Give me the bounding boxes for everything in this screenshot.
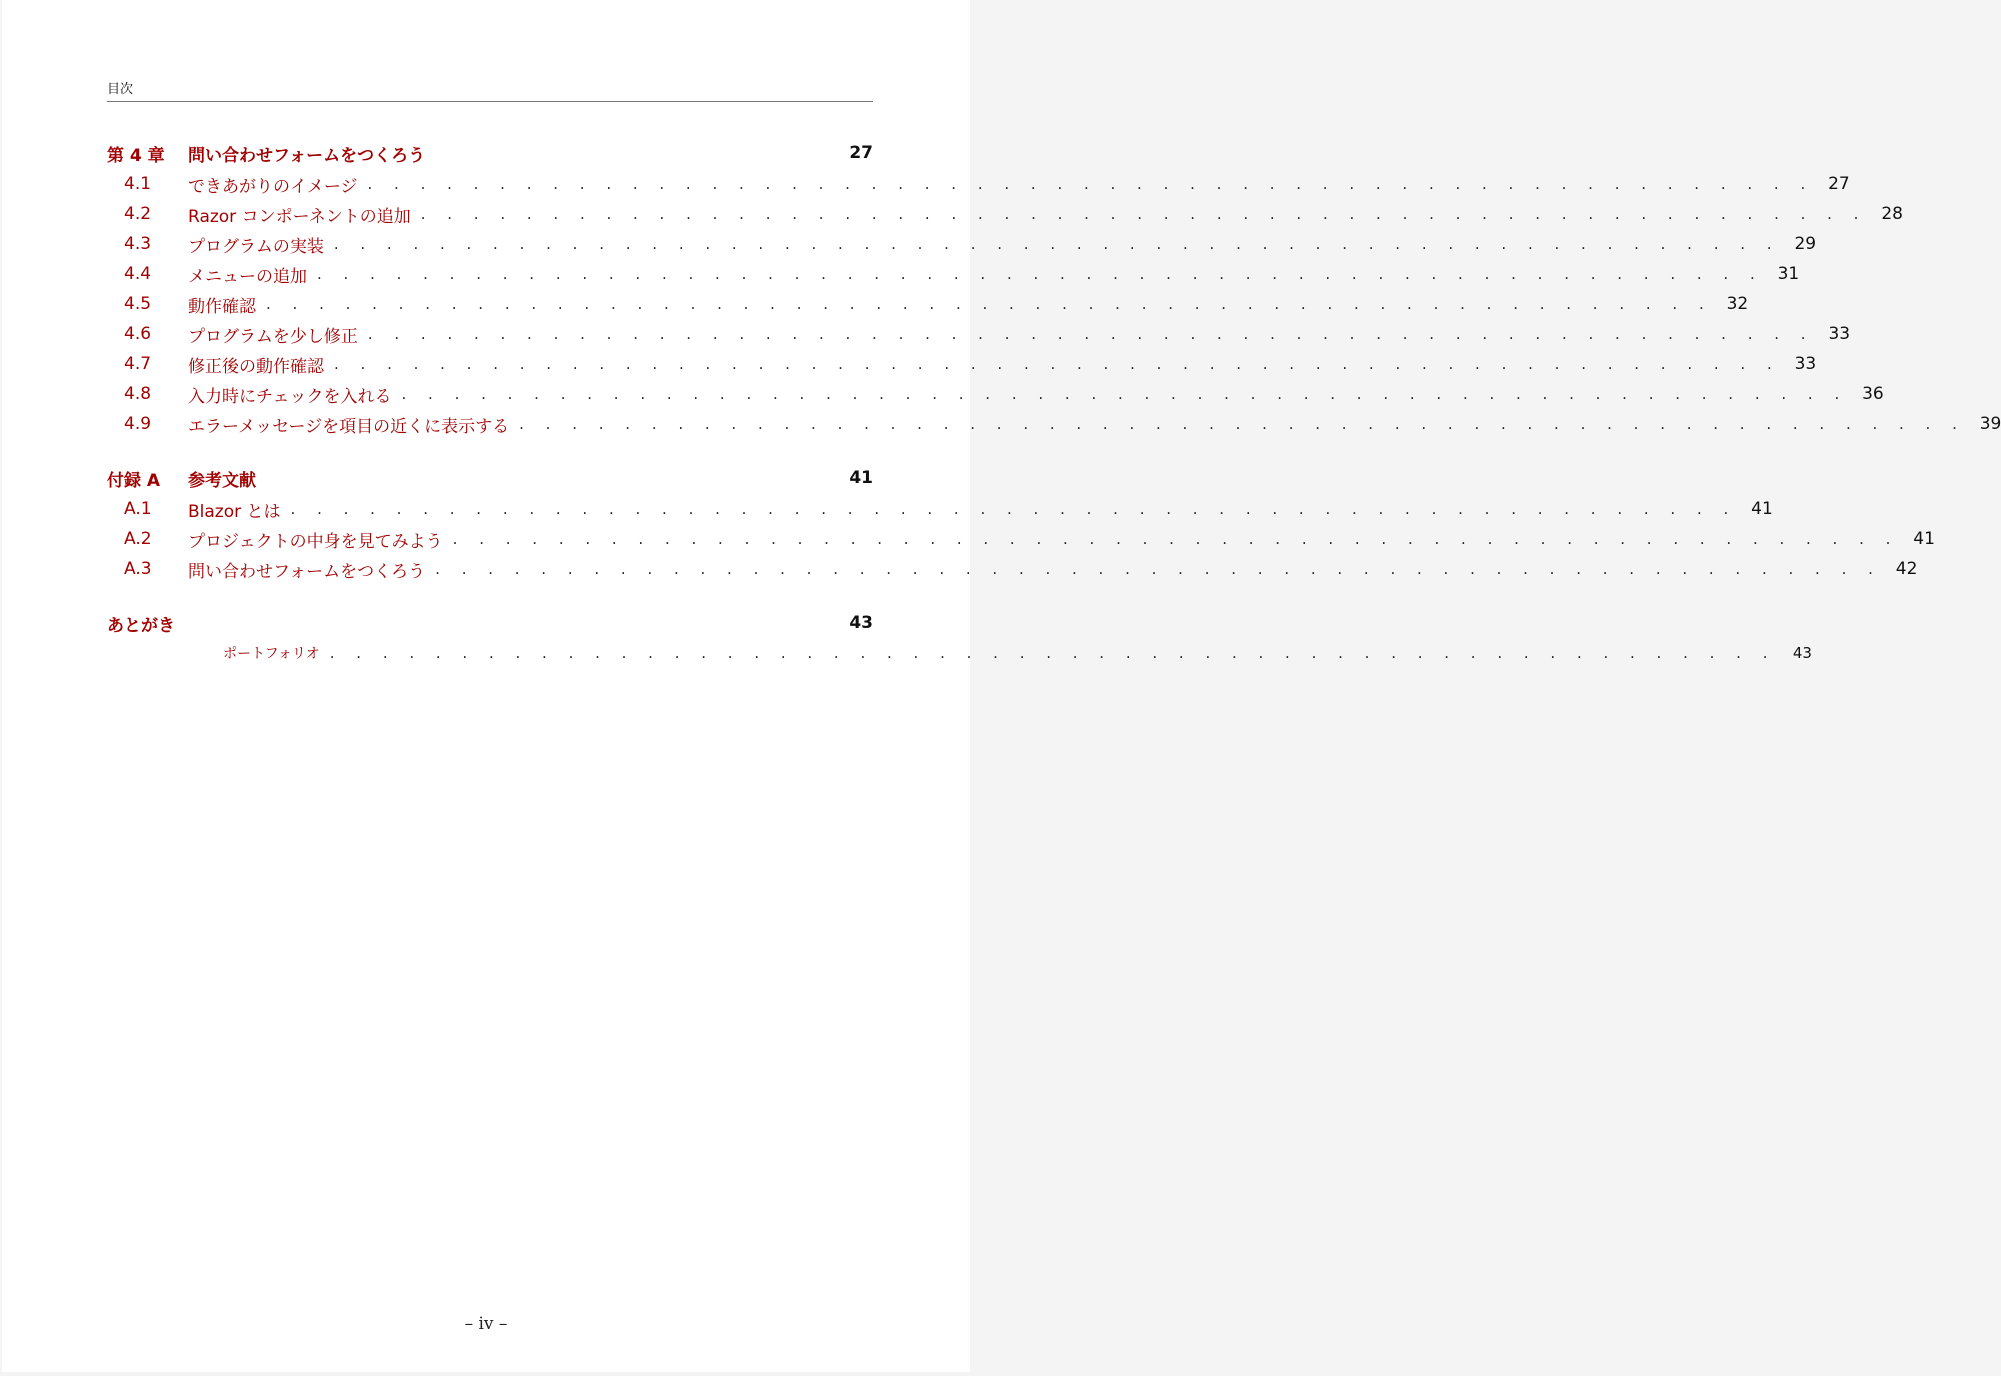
dot-leader: . . . . . . . . . . . . . . . . . . . . . . . . . . . . . . . . . . . . . . . . . . . . . . . . . . . . . . .: [420, 205, 1867, 223]
table-of-contents: [107, 137, 2001, 667]
spacer: [107, 584, 873, 607]
running-head: 目次: [107, 82, 134, 97]
toc-section[interactable]: [107, 319, 1851, 349]
toc-section[interactable]: [107, 494, 1773, 524]
toc-chapter-4[interactable]: [107, 137, 873, 169]
section-title: Razor コンポーネントの追加: [188, 202, 421, 227]
appendix-title: 参考文献: [188, 466, 266, 491]
section-title: メニューの追加: [188, 262, 317, 287]
toc-section[interactable]: [107, 524, 1935, 554]
afterword-title: あとがき: [107, 611, 185, 636]
toc-section[interactable]: [107, 289, 1749, 319]
toc-section[interactable]: [107, 554, 1918, 584]
toc-appendix-a[interactable]: [107, 462, 873, 494]
section-page: 29: [1794, 234, 1817, 254]
section-page: 41: [1913, 529, 1935, 549]
section-title: プログラムを少し修正: [188, 322, 368, 347]
dot-leader: . . . . . . . . . . . . . . . . . . . . . . . . . . . . . . . . . . . . . . . . . . . . . . . . . . . . . . .: [519, 415, 1966, 433]
section-number: A.1: [124, 499, 152, 519]
chapter-title: 問い合わせフォームをつくろう: [188, 141, 435, 166]
section-number: 4.2: [124, 204, 152, 224]
subentry-page: 43: [1792, 644, 1812, 662]
toc-section[interactable]: [107, 409, 2001, 439]
toc-section[interactable]: [107, 229, 1817, 259]
section-title: 修正後の動作確認: [188, 352, 334, 377]
section-number: 4.9: [124, 414, 152, 434]
dot-leader: . . . . . . . . . . . . . . . . . . . . . . . . . . . . . . . . . . . . . . . . . . . . . . . . . . . . . . .: [329, 644, 1776, 662]
section-page: 39: [1979, 414, 2001, 434]
dot-leader: . . . . . . . . . . . . . . . . . . . . . . . . . . . . . . . . . . . . . . . . . . . . . . . . . . . . . . .: [435, 560, 1882, 578]
section-title: 問い合わせフォームをつくろう: [188, 557, 435, 582]
section-title: エラーメッセージを項目の近くに表示する: [188, 412, 519, 437]
dot-leader: . . . . . . . . . . . . . . . . . . . . . . . . . . . . . . . . . . . . . . . . . . . . . . . . . . . . . . .: [266, 295, 1713, 313]
section-number: A.2: [124, 529, 152, 549]
section-page: 36: [1862, 384, 1884, 404]
section-title: プログラムの実装: [188, 232, 334, 257]
dot-leader: . . . . . . . . . . . . . . . . . . . . . . . . . . . . . . . . . . . . . . . . . . . . . . . . . . . . . . .: [290, 500, 1737, 518]
toc-subentry[interactable]: [107, 639, 1812, 667]
section-page: 27: [1828, 174, 1850, 194]
section-page: 42: [1895, 559, 1918, 579]
dot-leader: . . . . . . . . . . . . . . . . . . . . . . . . . . . . . . . . . . . . . . . . . . . . . . . . . . . . . . .: [401, 385, 1848, 403]
section-number: 4.5: [124, 294, 152, 314]
header-rule: [107, 101, 873, 102]
section-number: 4.7: [124, 354, 152, 374]
subentry-title: ポートフォリオ: [223, 643, 330, 663]
toc-section[interactable]: [107, 379, 1884, 409]
section-number: 4.4: [124, 264, 152, 284]
section-number: 4.3: [124, 234, 152, 254]
page-number: – iv –: [464, 1314, 508, 1334]
section-number: 4.1: [124, 174, 152, 194]
toc-section[interactable]: [107, 349, 1817, 379]
afterword-page: 43: [849, 613, 873, 633]
document-page: [2, 0, 2001, 1372]
section-number: 4.8: [124, 384, 152, 404]
appendix-number: 付録 A: [107, 470, 161, 491]
section-page: 28: [1881, 204, 1903, 224]
dot-leader: . . . . . . . . . . . . . . . . . . . . . . . . . . . . . . . . . . . . . . . . . . . . . . . . . . . . . . .: [452, 530, 1899, 548]
section-page: 33: [1828, 324, 1851, 344]
section-page: 32: [1726, 294, 1749, 314]
dot-leader: . . . . . . . . . . . . . . . . . . . . . . . . . . . . . . . . . . . . . . . . . . . . . . . . . . . . . . .: [367, 175, 1814, 193]
chapter-number: 第 4 章: [107, 145, 165, 166]
toc-section[interactable]: [107, 169, 1850, 199]
section-page: 31: [1777, 264, 1800, 284]
toc-section[interactable]: [107, 259, 1800, 289]
dot-leader: . . . . . . . . . . . . . . . . . . . . . . . . . . . . . . . . . . . . . . . . . . . . . . . . . . . . . . .: [317, 265, 1764, 283]
dot-leader: . . . . . . . . . . . . . . . . . . . . . . . . . . . . . . . . . . . . . . . . . . . . . . . . . . . . . . .: [334, 355, 1781, 373]
toc-afterword[interactable]: [107, 607, 873, 639]
section-page: 41: [1751, 499, 1773, 519]
chapter-page: 27: [849, 143, 873, 163]
dot-leader: . . . . . . . . . . . . . . . . . . . . . . . . . . . . . . . . . . . . . . . . . . . . . . . . . . . . . . .: [367, 325, 1815, 343]
appendix-page: 41: [849, 468, 873, 488]
dot-leader: . . . . . . . . . . . . . . . . . . . . . . . . . . . . . . . . . . . . . . . . . . . . . . . . . . . . . . .: [333, 235, 1781, 253]
section-page: 33: [1794, 354, 1817, 374]
toc-section[interactable]: [107, 199, 1903, 229]
spacer: [107, 439, 873, 462]
section-title: プロジェクトの中身を見てみよう: [188, 527, 453, 552]
section-number: 4.6: [124, 324, 152, 344]
section-title: 動作確認: [188, 292, 266, 317]
section-title: できあがりのイメージ: [188, 172, 368, 197]
section-title: Blazor とは: [188, 497, 291, 522]
section-title: 入力時にチェックを入れる: [188, 382, 402, 407]
section-number: A.3: [124, 559, 152, 579]
